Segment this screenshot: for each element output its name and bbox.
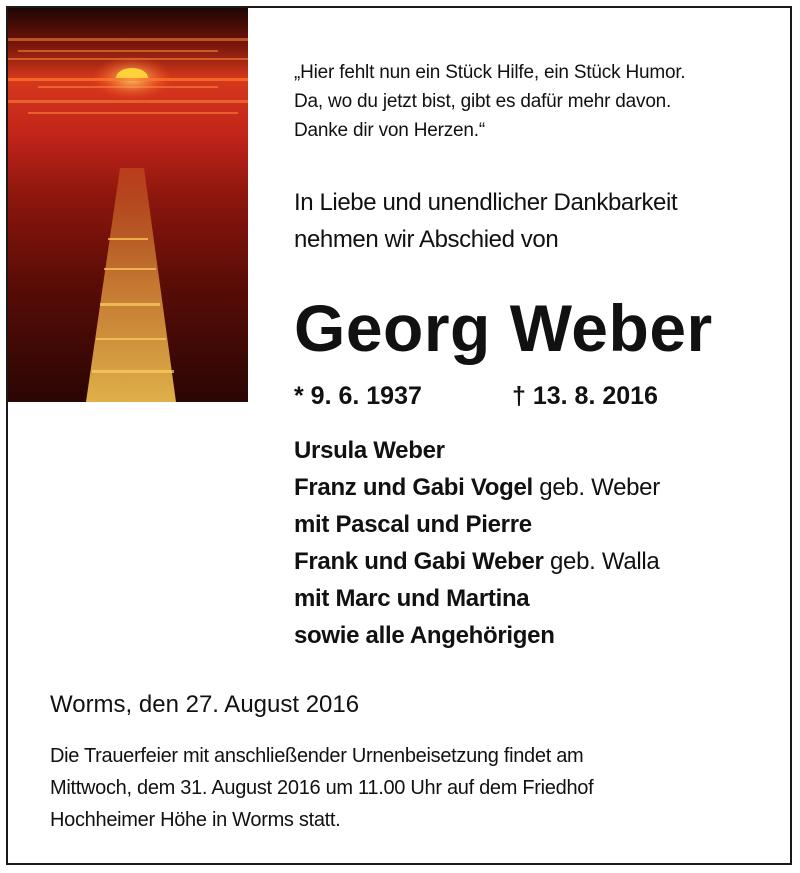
- mourner-entry: [294, 469, 774, 506]
- sunset-image: [8, 8, 248, 402]
- mourner-name: mit Marc und Martina: [294, 585, 530, 612]
- birth-date: * 9. 6. 1937: [294, 382, 422, 410]
- quote-line: Danke dir von Herzen.“: [294, 120, 485, 141]
- place-and-date: Worms, den 27. August 2016: [50, 691, 360, 718]
- mourner-entry: [294, 617, 774, 654]
- mourner-name: Ursula Weber: [294, 437, 445, 464]
- intro-line: In Liebe und unendlicher Dankbarkeit: [294, 189, 678, 216]
- mourner-note: geb. Walla: [543, 548, 660, 575]
- service-line: Die Trauerfeier mit anschließender Urnenbeisetzung findet am: [50, 745, 584, 767]
- obituary-notice: [6, 6, 792, 865]
- quote-line: „Hier fehlt nun ein Stück Hilfe, ein Stück Humor.: [294, 62, 686, 83]
- mourner-name: mit Pascal und Pierre: [294, 511, 532, 538]
- mourner-name: Frank und Gabi Weber: [294, 548, 544, 575]
- intro-text: [294, 184, 774, 258]
- mourner-name: sowie alle Angehörigen: [294, 622, 555, 649]
- service-line: Hochheimer Höhe in Worms statt.: [50, 809, 341, 831]
- mourner-name: Franz und Gabi Vogel: [294, 474, 533, 501]
- funeral-service-info: [50, 740, 780, 836]
- service-line: Mittwoch, dem 31. August 2016 um 11.00 Uhr auf dem Friedhof: [50, 777, 594, 799]
- death-date: † 13. 8. 2016: [512, 382, 658, 410]
- sunset-photo: [8, 8, 248, 402]
- quote-line: Da, wo du jetzt bist, gibt es dafür mehr davon.: [294, 91, 672, 112]
- mourner-entry: [294, 506, 774, 543]
- deceased-name: Georg Weber: [294, 291, 713, 365]
- intro-line: nehmen wir Abschied von: [294, 226, 559, 253]
- farewell-quote: [294, 58, 774, 145]
- mourner-note: geb. Weber: [532, 474, 660, 501]
- mourner-entry: [294, 432, 774, 469]
- mourners-list: [294, 432, 774, 654]
- mourner-entry: [294, 580, 774, 617]
- mourner-entry: [294, 543, 774, 580]
